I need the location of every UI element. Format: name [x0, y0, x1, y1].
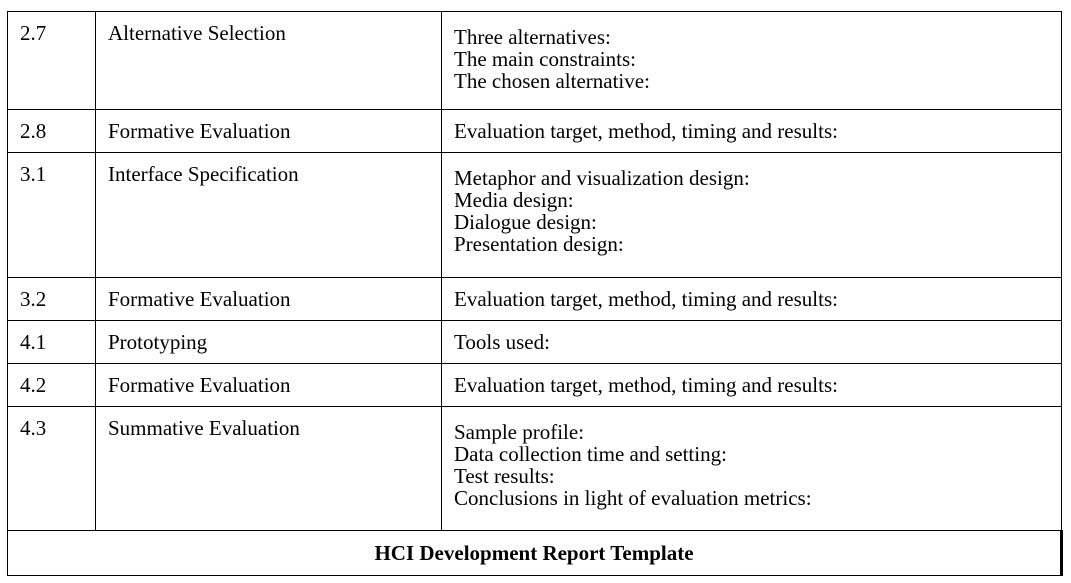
section-details [442, 321, 1062, 364]
section-name: Prototyping [96, 321, 442, 364]
table-row [8, 110, 1062, 153]
section-number: 3.2 [8, 278, 96, 321]
table-row [8, 153, 1062, 278]
detail-line: Metaphor and visualization design: [454, 166, 750, 190]
table-row [8, 12, 1062, 110]
table-row [8, 321, 1062, 364]
table-row [8, 278, 1062, 321]
detail-line: Test results: [454, 464, 555, 488]
detail-line: Three alternatives: [454, 25, 611, 49]
section-name: Alternative Selection [96, 12, 442, 110]
section-details [442, 110, 1062, 153]
section-details [442, 364, 1062, 407]
section-number: 4.3 [8, 407, 96, 531]
detail-line: Sample profile: [454, 420, 585, 444]
report-template-table [7, 11, 1063, 576]
detail-line: Dialogue design: [454, 210, 597, 234]
detail-line: Evaluation target, method, timing and results: [454, 373, 838, 397]
section-number: 4.1 [8, 321, 96, 364]
section-number: 2.7 [8, 12, 96, 110]
table-row [8, 407, 1062, 531]
section-name: Formative Evaluation [96, 110, 442, 153]
section-details [442, 12, 1062, 110]
detail-line: Evaluation target, method, timing and results: [454, 287, 838, 311]
section-details [442, 407, 1062, 531]
section-name: Formative Evaluation [96, 278, 442, 321]
detail-line: Tools used: [454, 330, 550, 354]
detail-line: Media design: [454, 188, 574, 212]
detail-line: Evaluation target, method, timing and results: [454, 119, 838, 143]
section-number: 2.8 [8, 110, 96, 153]
table-footer-row [8, 531, 1062, 576]
section-name: Summative Evaluation [96, 407, 442, 531]
detail-line: The chosen alternative: [454, 69, 650, 93]
detail-line: Data collection time and setting: [454, 442, 727, 466]
section-name: Formative Evaluation [96, 364, 442, 407]
section-name: Interface Specification [96, 153, 442, 278]
section-details [442, 153, 1062, 278]
section-number: 3.1 [8, 153, 96, 278]
detail-line: Presentation design: [454, 232, 624, 256]
table-caption: HCI Development Report Template [8, 531, 1062, 576]
section-number: 4.2 [8, 364, 96, 407]
section-details [442, 278, 1062, 321]
detail-line: The main constraints: [454, 47, 636, 71]
detail-line: Conclusions in light of evaluation metrics: [454, 486, 812, 510]
table-row [8, 364, 1062, 407]
